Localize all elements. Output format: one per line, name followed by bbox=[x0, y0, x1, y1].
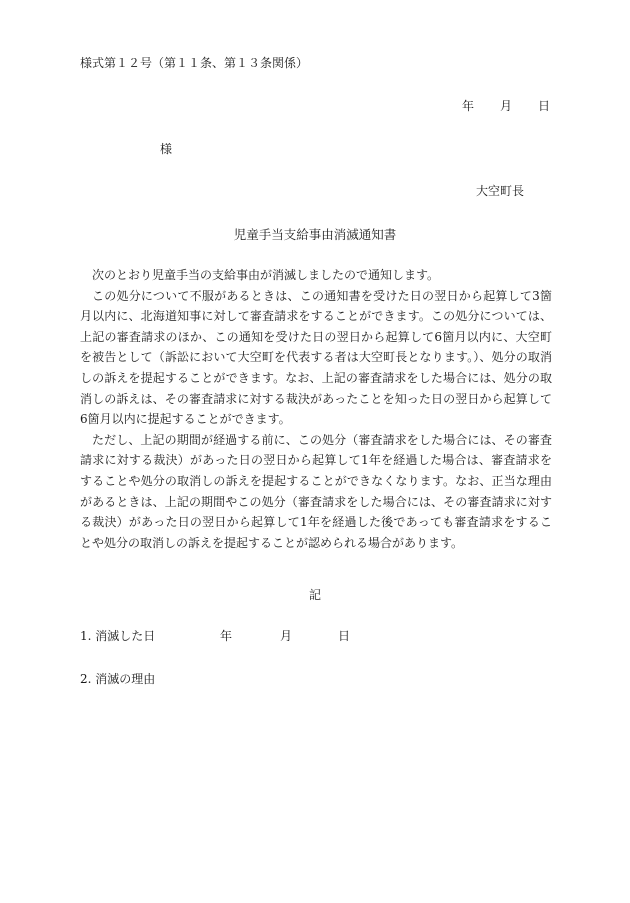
body-paragraph-3: ただし、上記の期間が経過する前に、この処分（審査請求をした場合には、その審査請求に対する裁決）があった日の翌日から起算して1年を経過した場合は、審査請求をすることや処分の取消しの訴えを提起することができなくなります。なお、正当な理由があるときは、上記の期間やこの処分（審査請求をした場合には、その審査請求に対する裁決）があった日の翌日から起算して1年を経過した後であっても審査請求をすることや処分の取消しの訴えを提起することが認められる場合があります。 bbox=[80, 432, 552, 550]
body-paragraph-1: 次のとおり児童手当の支給事由が消滅しましたので通知します。 bbox=[92, 268, 440, 282]
issue-date-month-label: 月 bbox=[499, 99, 512, 113]
item-extinction-reason-label: 2. 消滅の理由 bbox=[80, 672, 156, 686]
issue-date-day-label: 日 bbox=[537, 99, 550, 113]
item-extinction-date-label: 1. 消滅した日 bbox=[80, 629, 156, 643]
notice-body bbox=[80, 265, 552, 553]
item-extinction-date-month-label: 月 bbox=[280, 629, 293, 643]
item-extinction-date-year-label: 年 bbox=[220, 629, 233, 643]
addressee-honorific: 様 bbox=[160, 142, 173, 156]
issue-date-year-label: 年 bbox=[461, 99, 474, 113]
item-extinction-date-day-label: 日 bbox=[338, 629, 351, 643]
body-paragraph-2: この処分について不服があるときは、この通知書を受けた日の翌日から起算して3箇月以内に、北海道知事に対して審査請求をすることができます。この処分については、上記の審査請求のほか、この通知を受けた日の翌日から起算して6箇月以内に、大空町を被告として（訴訟において大空町を代表する者は大空町長となります。）、処分の取消しの訴えを提起することができます。なお、上記の審査請求をした場合には、処分の取消しの訴えは、その審査請求に対する裁決があったことを知った日の翌日から起算して6箇月以内に提起することができます。 bbox=[80, 288, 552, 427]
ki-heading: 記 bbox=[308, 588, 321, 602]
issue-date bbox=[462, 97, 550, 114]
document-title: 児童手当支給事由消滅通知書 bbox=[233, 227, 397, 242]
issuer-name: 大空町長 bbox=[475, 184, 524, 198]
form-number: 様式第１２号（第１１条、第１３条関係） bbox=[80, 56, 309, 70]
item-extinction-date bbox=[80, 627, 350, 644]
